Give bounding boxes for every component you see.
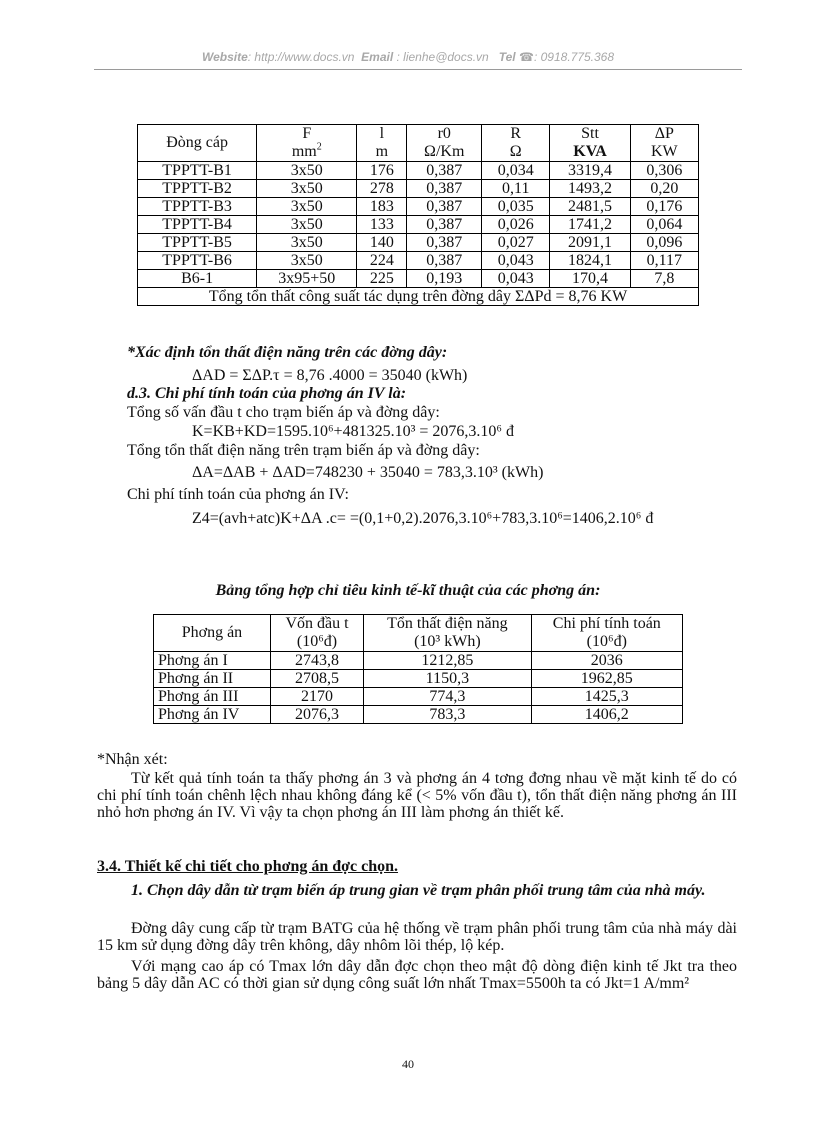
table-row xyxy=(138,270,699,288)
remarks-label: *Nhận xét: xyxy=(97,751,168,768)
table-row xyxy=(154,670,683,688)
table-cell: 3319,4 xyxy=(550,162,630,180)
col-header-option: Phơng án xyxy=(154,615,271,652)
table-total-row xyxy=(138,288,699,306)
table-cell: 1212,85 xyxy=(364,652,531,670)
table-row xyxy=(154,688,683,706)
table-cell: 774,3 xyxy=(364,688,531,706)
line-loss-table xyxy=(137,124,699,306)
table-cell: 3x50 xyxy=(257,180,357,198)
table-cell: 7,8 xyxy=(630,270,698,288)
table-cell: B6-1 xyxy=(138,270,257,288)
heading-d3: d.3. Chi phí tính toán của phơng án IV là: xyxy=(127,385,407,402)
table-cell: 2708,5 xyxy=(270,670,363,688)
equation-z: Z4=(avh+atc)K+ΔA .c= =(0,1+0,2).2076,3.10⁶+783,3.10⁶=1406,2.10⁶ đ xyxy=(192,510,654,527)
table-cell: 0,387 xyxy=(407,180,482,198)
tel-number: : 0918.775.368 xyxy=(533,50,615,64)
equation-k: K=KB+KD=1595.10⁶+481325.10³ = 2076,3.10⁶ đ xyxy=(192,423,514,440)
col-header-f: F $mm^2$ xyxy=(257,125,357,162)
col-header-capital: Vốn đầu t (10⁶đ) xyxy=(270,615,363,652)
col-header-r: R Ω xyxy=(482,125,550,162)
table-cell: 783,3 xyxy=(364,706,531,724)
table-cell: TPPTT-B3 xyxy=(138,198,257,216)
table-cell: 1406,2 xyxy=(531,706,682,724)
capital-intro: Tổng số vấn đầu t cho trạm biến áp và đờng dây: xyxy=(127,404,440,421)
table-row xyxy=(138,180,699,198)
table-row xyxy=(154,706,683,724)
table-cell: Phơng án I xyxy=(154,652,271,670)
col-header-r0: r0 Ω/Km xyxy=(407,125,482,162)
equation-a: ΔA=ΔAB + ΔAD=748230 + 35040 = 783,3.10³ (kWh) xyxy=(192,464,544,481)
table-cell: 0,387 xyxy=(407,252,482,270)
table-cell: 3x50 xyxy=(257,216,357,234)
header-divider xyxy=(94,69,742,70)
equation-ad: ΔAD = ΣΔP.τ = 8,76 .4000 = 35040 (kWh) xyxy=(192,367,468,384)
table-row xyxy=(138,162,699,180)
table-cell: 0,306 xyxy=(630,162,698,180)
table-cell: 0,064 xyxy=(630,216,698,234)
page-number: 40 xyxy=(402,1057,414,1071)
website-label: Website xyxy=(201,50,248,64)
table-cell: 176 xyxy=(357,162,407,180)
col-header-energy-loss: Tổn thất điện năng (10³ kWh) xyxy=(364,615,531,652)
table-row xyxy=(138,216,699,234)
table-cell: 3x50 xyxy=(257,198,357,216)
summary-table xyxy=(153,614,683,724)
table-cell: TPPTT-B2 xyxy=(138,180,257,198)
table-row xyxy=(138,234,699,252)
page-header xyxy=(0,50,816,64)
section-paragraph-1: Đờng dây cung cấp từ trạm BATG của hệ thống về trạm phân phối trung tâm của nhà máy dài 15 km sử dụng đờng dây trên không, dây nhôm lõi thép, lộ kép. xyxy=(97,920,737,954)
table-cell: 3x95+50 xyxy=(257,270,357,288)
table-cell: 0,034 xyxy=(482,162,550,180)
table-cell: 140 xyxy=(357,234,407,252)
col-header-l: l m xyxy=(357,125,407,162)
table-cell: 0,096 xyxy=(630,234,698,252)
table-cell: 0,193 xyxy=(407,270,482,288)
table-cell: 0,176 xyxy=(630,198,698,216)
table-cell: 1493,2 xyxy=(550,180,630,198)
email-address[interactable]: : lienhe@docs.vn xyxy=(396,50,489,64)
table-cell: 0,387 xyxy=(407,234,482,252)
table-cell: Phơng án II xyxy=(154,670,271,688)
table-cell: 2036 xyxy=(531,652,682,670)
table-cell: 170,4 xyxy=(550,270,630,288)
table-cell: 3x50 xyxy=(257,234,357,252)
table-cell: TPPTT-B1 xyxy=(138,162,257,180)
website-url[interactable]: : http://www.docs.vn xyxy=(247,50,355,64)
table-cell: 1741,2 xyxy=(550,216,630,234)
table-cell: 3x50 xyxy=(257,252,357,270)
table-header-row xyxy=(154,615,683,652)
table-cell: 133 xyxy=(357,216,407,234)
remarks-text: Từ kết quả tính toán ta thấy phơng án 3 và phơng án 4 tơng đơng nhau về mặt kinh tế do có chi phí tính toán chênh lệch nhau không đáng kể (< 5% vốn đầu t), tổn thất điện năng phơng án III nhỏ hơn phơng án IV. Vì vậy ta chọn phơng án III làm phơng án thiết kế. xyxy=(97,770,737,821)
summary-table-title: Bảng tổng hợp chỉ tiêu kinh tế-kĩ thuật của các phơng án: xyxy=(215,582,601,599)
section-heading: 3.4. Thiết kế chi tiết cho phơng án đợc chọn. xyxy=(97,858,399,875)
table-cell: TPPTT-B5 xyxy=(138,234,257,252)
table-cell: Phơng án III xyxy=(154,688,271,706)
phone-icon: ☎ xyxy=(519,50,534,64)
total-loss-cell: Tổng tổn thất công suất tác dụng trên đờng dây ΣΔPd = 8,76 KW xyxy=(138,288,699,306)
table-cell: 3x50 xyxy=(257,162,357,180)
table-cell: 2481,5 xyxy=(550,198,630,216)
email-label: Email xyxy=(361,50,394,64)
table-cell: 1150,3 xyxy=(364,670,531,688)
heading-energy-loss: *Xác định tổn thất điện năng trên các đờng dây: xyxy=(127,344,448,361)
table-cell: 0,11 xyxy=(482,180,550,198)
table-cell: 0,035 xyxy=(482,198,550,216)
table-cell: 224 xyxy=(357,252,407,270)
table-header-row xyxy=(138,125,699,162)
table-cell: Phơng án IV xyxy=(154,706,271,724)
table-cell: 2743,8 xyxy=(270,652,363,670)
table-row xyxy=(154,652,683,670)
col-header-stt: Stt KVA xyxy=(550,125,630,162)
table-cell: 183 xyxy=(357,198,407,216)
tel-label: Tel xyxy=(498,50,516,64)
table-cell: 1425,3 xyxy=(531,688,682,706)
table-cell: TPPTT-B4 xyxy=(138,216,257,234)
col-header-cost: Chi phí tính toán (10⁶đ) xyxy=(531,615,682,652)
table-row xyxy=(138,252,699,270)
table-cell: TPPTT-B6 xyxy=(138,252,257,270)
loss-intro: Tổng tổn thất điện năng trên trạm biến áp và đờng dây: xyxy=(127,442,480,459)
table-cell: 0,387 xyxy=(407,216,482,234)
table-cell: 1962,85 xyxy=(531,670,682,688)
col-header-dp: ΔP KW xyxy=(630,125,698,162)
table-cell: 0,20 xyxy=(630,180,698,198)
table-row xyxy=(138,198,699,216)
table-cell: 0,043 xyxy=(482,270,550,288)
section-paragraph-2: Với mạng cao áp có Tmax lớn dây dẫn đợc chọn theo mật độ dòng điện kinh tế Jkt tra theo bảng 5 dây dẫn AC có thời gian sử dụng công suất lớn nhất Tmax=5500h ta có Jkt=1 A/mm² xyxy=(97,958,737,992)
table-cell: 2091,1 xyxy=(550,234,630,252)
table-cell: 2076,3 xyxy=(270,706,363,724)
section-subheading: 1. Chọn dây dẫn từ trạm biến áp trung gian về trạm phân phối trung tâm của nhà máy. xyxy=(131,882,706,899)
table-cell: 0,043 xyxy=(482,252,550,270)
table-cell: 225 xyxy=(357,270,407,288)
table-cell: 278 xyxy=(357,180,407,198)
table-cell: 0,387 xyxy=(407,162,482,180)
cost-intro: Chi phí tính toán của phơng án IV: xyxy=(127,486,349,503)
col-header-cable: Đòng cáp xyxy=(138,125,257,162)
table-cell: 2170 xyxy=(270,688,363,706)
table-cell: 0,387 xyxy=(407,198,482,216)
table-cell: 0,117 xyxy=(630,252,698,270)
table-cell: 1824,1 xyxy=(550,252,630,270)
table-cell: 0,027 xyxy=(482,234,550,252)
table-cell: 0,026 xyxy=(482,216,550,234)
